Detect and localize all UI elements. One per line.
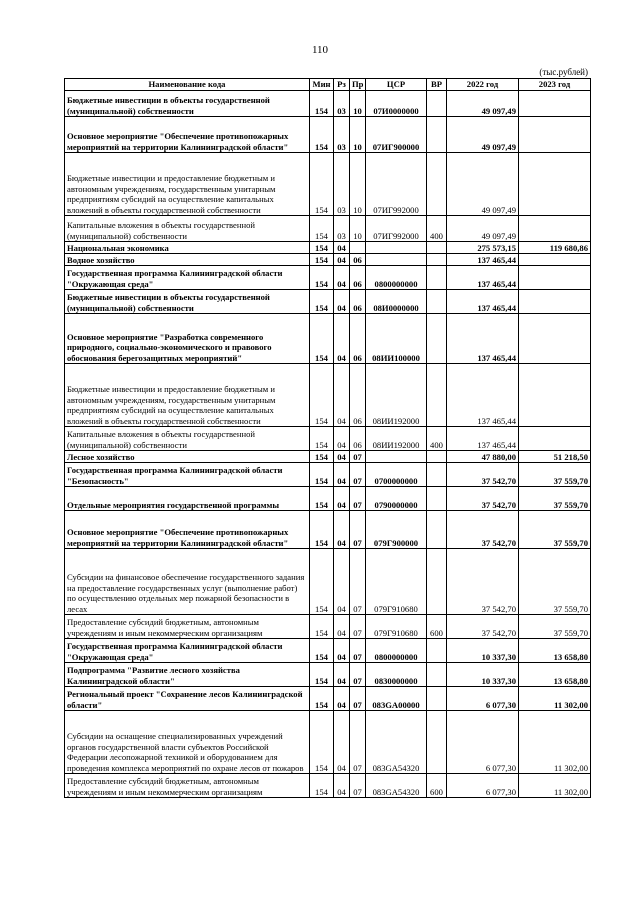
cell-csr: 07И0000000 [366, 91, 427, 117]
cell-vr: 400 [427, 427, 447, 451]
cell-min: 154 [310, 117, 334, 153]
table-row [65, 774, 591, 798]
cell-csr: 079Г910680 [366, 615, 427, 639]
cell-vr [427, 511, 447, 549]
cell-rz: 04 [334, 663, 350, 687]
cell-2022: 137 465,44 [447, 290, 519, 314]
cell-csr: 07ИГ992000 [366, 216, 427, 242]
cell-2022: 37 542,70 [447, 463, 519, 487]
cell-csr [366, 242, 427, 254]
table-row [65, 487, 591, 511]
cell-vr [427, 451, 447, 463]
cell-vr [427, 254, 447, 266]
cell-name: Основное мероприятие "Разработка современного природного, социально-экономического и правового обоснования берегозащитных мероприятий" [65, 314, 310, 364]
cell-csr: 079Г900000 [366, 511, 427, 549]
cell-csr: 0700000000 [366, 463, 427, 487]
cell-vr [427, 117, 447, 153]
cell-2023 [519, 314, 591, 364]
table-row [65, 451, 591, 463]
cell-rz: 04 [334, 427, 350, 451]
table-row [65, 687, 591, 711]
cell-name: Государственная программа Калининградской области "Безопасность" [65, 463, 310, 487]
cell-name: Основное мероприятие "Обеспечение противопожарных мероприятий на территории Калининградской области" [65, 511, 310, 549]
cell-csr: 0790000000 [366, 487, 427, 511]
cell-name: Бюджетные инвестиции и предоставление бюджетным и автономным учреждениям, государственным унитарным предприятиям субсидий на осуществление капитальных вложений в объекты государственной собственности [65, 153, 310, 216]
cell-2022: 37 542,70 [447, 615, 519, 639]
cell-pr: 06 [350, 364, 366, 427]
cell-2023: 51 218,50 [519, 451, 591, 463]
cell-min: 154 [310, 639, 334, 663]
cell-csr: 07ИГ900000 [366, 117, 427, 153]
cell-2022: 37 542,70 [447, 487, 519, 511]
cell-vr [427, 266, 447, 290]
table-row [65, 639, 591, 663]
cell-2023: 37 559,70 [519, 615, 591, 639]
cell-2023 [519, 216, 591, 242]
cell-pr: 06 [350, 266, 366, 290]
cell-2022: 275 573,15 [447, 242, 519, 254]
cell-csr: 0800000000 [366, 266, 427, 290]
cell-rz: 04 [334, 451, 350, 463]
cell-pr: 07 [350, 639, 366, 663]
cell-name: Региональный проект "Сохранение лесов Калининградской области" [65, 687, 310, 711]
cell-2023: 37 559,70 [519, 463, 591, 487]
header-vr: ВР [427, 79, 447, 91]
cell-2022: 137 465,44 [447, 427, 519, 451]
cell-2023: 13 658,80 [519, 663, 591, 687]
cell-2023 [519, 117, 591, 153]
cell-csr [366, 254, 427, 266]
cell-2023: 11 302,00 [519, 687, 591, 711]
table-row [65, 314, 591, 364]
table-row [65, 549, 591, 615]
cell-rz: 04 [334, 242, 350, 254]
cell-pr: 07 [350, 663, 366, 687]
cell-2023 [519, 290, 591, 314]
table-row [65, 290, 591, 314]
header-name: Наименование кода [65, 79, 310, 91]
cell-2022: 47 880,00 [447, 451, 519, 463]
cell-rz: 04 [334, 774, 350, 798]
cell-vr [427, 153, 447, 216]
cell-csr: 083GA54320 [366, 774, 427, 798]
cell-min: 154 [310, 427, 334, 451]
cell-2023 [519, 427, 591, 451]
table-header-row [65, 79, 591, 91]
cell-min: 154 [310, 91, 334, 117]
cell-pr: 07 [350, 687, 366, 711]
cell-pr: 10 [350, 91, 366, 117]
cell-2023: 37 559,70 [519, 487, 591, 511]
cell-2023: 11 302,00 [519, 774, 591, 798]
cell-min: 154 [310, 153, 334, 216]
cell-2022: 137 465,44 [447, 314, 519, 364]
cell-2023: 13 658,80 [519, 639, 591, 663]
cell-rz: 04 [334, 687, 350, 711]
cell-2023 [519, 91, 591, 117]
cell-rz: 03 [334, 117, 350, 153]
cell-2023: 37 559,70 [519, 549, 591, 615]
cell-name: Капитальные вложения в объекты государственной (муниципальной) собственности [65, 427, 310, 451]
cell-2022: 49 097,49 [447, 117, 519, 153]
header-2023: 2023 год [519, 79, 591, 91]
cell-2022: 137 465,44 [447, 254, 519, 266]
cell-name: Подпрограмма "Развитие лесного хозяйства Калининградской области" [65, 663, 310, 687]
cell-min: 154 [310, 711, 334, 774]
cell-pr: 07 [350, 549, 366, 615]
table-row [65, 91, 591, 117]
cell-vr [427, 242, 447, 254]
cell-name: Государственная программа Калининградской области "Окружающая среда" [65, 639, 310, 663]
table-row [65, 153, 591, 216]
cell-vr [427, 687, 447, 711]
cell-pr: 06 [350, 254, 366, 266]
cell-2023: 11 302,00 [519, 711, 591, 774]
cell-2022: 6 077,30 [447, 687, 519, 711]
cell-name: Лесное хозяйство [65, 451, 310, 463]
cell-rz: 04 [334, 487, 350, 511]
cell-min: 154 [310, 615, 334, 639]
cell-min: 154 [310, 463, 334, 487]
cell-2023 [519, 364, 591, 427]
cell-rz: 04 [334, 639, 350, 663]
cell-2022: 37 542,70 [447, 549, 519, 615]
cell-vr [427, 290, 447, 314]
header-2022: 2022 год [447, 79, 519, 91]
cell-min: 154 [310, 511, 334, 549]
cell-vr [427, 463, 447, 487]
cell-2022: 6 077,30 [447, 774, 519, 798]
cell-2023: 37 559,70 [519, 511, 591, 549]
cell-pr: 06 [350, 290, 366, 314]
header-min: Мин [310, 79, 334, 91]
table-row [65, 242, 591, 254]
cell-min: 154 [310, 266, 334, 290]
cell-vr [427, 711, 447, 774]
cell-2022: 49 097,49 [447, 216, 519, 242]
cell-name: Бюджетные инвестиции и предоставление бюджетным и автономным учреждениям, государственным унитарным предприятиям субсидий на осуществление капитальных вложений в объекты государственной собственности [65, 364, 310, 427]
cell-vr [427, 639, 447, 663]
cell-csr: 08И0000000 [366, 290, 427, 314]
header-rz: Рз [334, 79, 350, 91]
cell-vr: 600 [427, 615, 447, 639]
cell-csr: 08ИИ192000 [366, 364, 427, 427]
table-row [65, 711, 591, 774]
cell-rz: 04 [334, 266, 350, 290]
header-pr: Пр [350, 79, 366, 91]
cell-min: 154 [310, 314, 334, 364]
table-row [65, 364, 591, 427]
cell-2022: 49 097,49 [447, 153, 519, 216]
cell-rz: 04 [334, 314, 350, 364]
cell-rz: 04 [334, 290, 350, 314]
page-number: 110 [311, 44, 329, 56]
cell-vr: 600 [427, 774, 447, 798]
cell-rz: 04 [334, 511, 350, 549]
cell-pr: 07 [350, 511, 366, 549]
cell-name: Государственная программа Калининградской области "Окружающая среда" [65, 266, 310, 290]
cell-name: Бюджетные инвестиции в объекты государственной (муниципальной) собственности [65, 91, 310, 117]
cell-min: 154 [310, 774, 334, 798]
cell-2023 [519, 153, 591, 216]
cell-rz: 04 [334, 254, 350, 266]
cell-2022: 10 337,30 [447, 639, 519, 663]
cell-pr: 10 [350, 117, 366, 153]
cell-rz: 04 [334, 711, 350, 774]
budget-table [64, 78, 591, 798]
cell-min: 154 [310, 549, 334, 615]
cell-name: Субсидии на финансовое обеспечение государственного задания на предоставление государственных услуг (выполнение работ) по осуществлению отдельных мер пожарной безопасности в лесах [65, 549, 310, 615]
cell-name: Отдельные мероприятия государственной программы [65, 487, 310, 511]
cell-vr [427, 364, 447, 427]
cell-name: Основное мероприятие "Обеспечение противопожарных мероприятий на территории Калининградской области" [65, 117, 310, 153]
table-row [65, 511, 591, 549]
cell-min: 154 [310, 254, 334, 266]
cell-vr [427, 91, 447, 117]
cell-2022: 10 337,30 [447, 663, 519, 687]
cell-name: Капитальные вложения в объекты государственной (муниципальной) собственности [65, 216, 310, 242]
cell-name: Предоставление субсидий бюджетным, автономным учреждениям и иным некоммерческим организациям [65, 615, 310, 639]
cell-2022: 37 542,70 [447, 511, 519, 549]
cell-csr: 083GA54320 [366, 711, 427, 774]
cell-pr: 07 [350, 487, 366, 511]
cell-rz: 04 [334, 549, 350, 615]
cell-rz: 03 [334, 153, 350, 216]
cell-pr: 07 [350, 451, 366, 463]
cell-min: 154 [310, 663, 334, 687]
cell-csr [366, 451, 427, 463]
cell-2023: 119 680,86 [519, 242, 591, 254]
cell-name: Водное хозяйство [65, 254, 310, 266]
cell-csr: 0800000000 [366, 639, 427, 663]
cell-rz: 03 [334, 91, 350, 117]
cell-vr: 400 [427, 216, 447, 242]
cell-2022: 49 097,49 [447, 91, 519, 117]
table-row [65, 463, 591, 487]
cell-2022: 137 465,44 [447, 364, 519, 427]
cell-pr [350, 242, 366, 254]
cell-vr [427, 549, 447, 615]
table-row [65, 663, 591, 687]
cell-pr: 07 [350, 711, 366, 774]
table-row [65, 254, 591, 266]
cell-rz: 03 [334, 216, 350, 242]
cell-2022: 6 077,30 [447, 711, 519, 774]
cell-pr: 10 [350, 216, 366, 242]
cell-name: Субсидии на оснащение специализированных учреждений органов государственной власти субъектов Российской Федерации лесопожарной техникой и оборудованием для проведения комплекса мероприятий по охране лесов от пожаров [65, 711, 310, 774]
table-row [65, 427, 591, 451]
units-label: (тыс.рублей) [539, 67, 588, 77]
cell-name: Предоставление субсидий бюджетным, автономным учреждениям и иным некоммерческим организациям [65, 774, 310, 798]
table-row [65, 216, 591, 242]
cell-2023 [519, 266, 591, 290]
cell-min: 154 [310, 242, 334, 254]
cell-pr: 07 [350, 774, 366, 798]
cell-min: 154 [310, 487, 334, 511]
cell-vr [427, 314, 447, 364]
table-row [65, 266, 591, 290]
cell-2023 [519, 254, 591, 266]
cell-rz: 04 [334, 463, 350, 487]
cell-pr: 07 [350, 463, 366, 487]
cell-name: Бюджетные инвестиции в объекты государственной (муниципальной) собственности [65, 290, 310, 314]
cell-rz: 04 [334, 364, 350, 427]
table-row [65, 615, 591, 639]
cell-csr: 07ИГ992000 [366, 153, 427, 216]
cell-name: Национальная экономика [65, 242, 310, 254]
cell-csr: 079Г910680 [366, 549, 427, 615]
cell-2022: 137 465,44 [447, 266, 519, 290]
cell-csr: 0830000000 [366, 663, 427, 687]
cell-csr: 08ИИ100000 [366, 314, 427, 364]
cell-vr [427, 487, 447, 511]
cell-pr: 10 [350, 153, 366, 216]
table-row [65, 117, 591, 153]
cell-pr: 06 [350, 314, 366, 364]
cell-pr: 07 [350, 615, 366, 639]
cell-min: 154 [310, 290, 334, 314]
cell-pr: 06 [350, 427, 366, 451]
cell-csr: 083GA00000 [366, 687, 427, 711]
cell-min: 154 [310, 687, 334, 711]
cell-vr [427, 663, 447, 687]
cell-min: 154 [310, 451, 334, 463]
cell-csr: 08ИИ192000 [366, 427, 427, 451]
cell-min: 154 [310, 364, 334, 427]
cell-rz: 04 [334, 615, 350, 639]
header-csr: ЦСР [366, 79, 427, 91]
cell-min: 154 [310, 216, 334, 242]
